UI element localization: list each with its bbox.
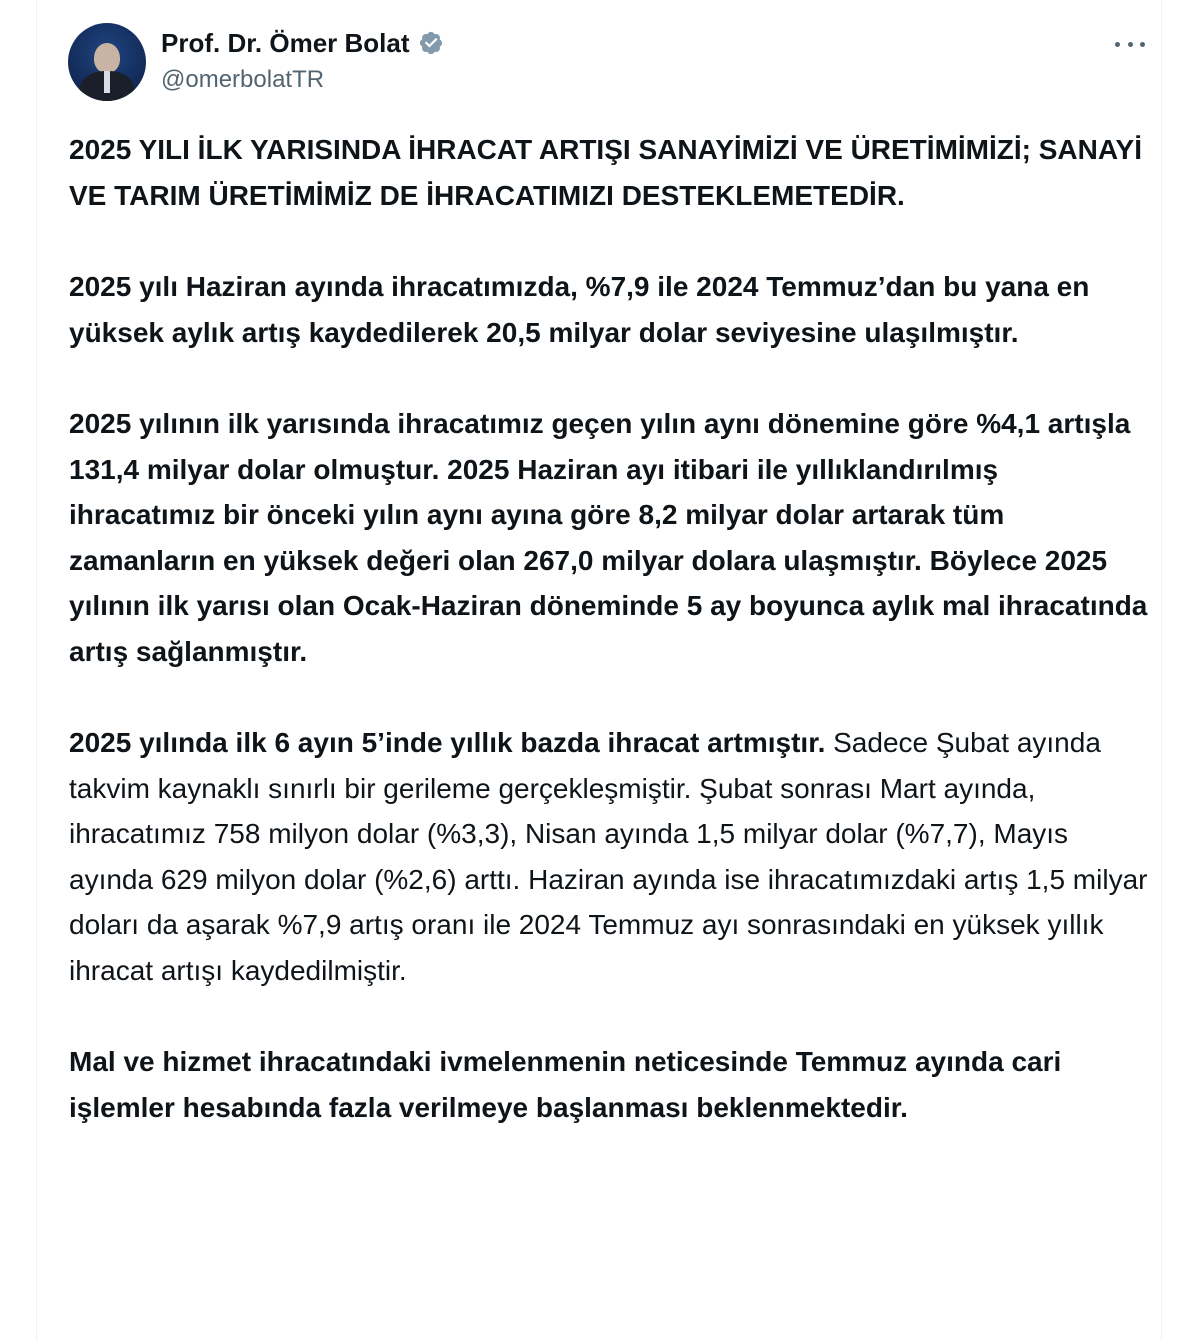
tweet-paragraph-monthly-growth <box>69 720 1149 993</box>
avatar-tie <box>104 71 110 93</box>
avatar[interactable] <box>68 23 146 101</box>
more-dot <box>1128 42 1133 47</box>
more-dot <box>1140 42 1145 47</box>
tweet-text <box>69 127 1149 1176</box>
tweet-paragraph-monthly-growth-detail: Sadece Şubat ayında takvim kaynaklı sınırlı bir gerileme gerçekleşmiştir. Şubat sonrası Mart ayında, ihracatımız 758 milyon dolar (%3,3), Nisan ayında 1,5 milyar dolar (%7,7), Mayıs ayında 629 milyon dolar (%2,6) arttı. Haziran ayında ise ihracatımızdaki artış 1,5 milyar doları da aşarak %7,9 artış oranı ile 2024 Temmuz ayı sonrasındaki en yüksek yıllık ihracat artışı kaydedilmiştir. <box>69 727 1148 986</box>
tweet-paragraph-first-half: 2025 yılının ilk yarısında ihracatımız geçen yılın aynı dönemine göre %4,1 artışla 131,4 milyar dolar olmuştur. 2025 Haziran ayı itibari ile yıllıklandırılmış ihracatımız bir önceki yılın aynı ayına göre 8,2 milyar dolar artarak tüm zamanların en yüksek değeri olan 267,0 milyar dolara ulaşmıştır. Böylece 2025 yılının ilk yarısı olan Ocak-Haziran döneminde 5 ay boyunca aylık mal ihracatında artış sağlanmıştır. <box>69 408 1148 667</box>
more-dot <box>1115 42 1120 47</box>
author-handle[interactable]: @omerbolatTR <box>161 66 325 93</box>
verified-badge-icon <box>418 30 444 56</box>
tweet-paragraph-current-account: Mal ve hizmet ihracatındaki ivmelenmenin neticesinde Temmuz ayında cari işlemler hesabında fazla verilmeye başlanması beklenmektedir. <box>69 1046 1062 1123</box>
tweet-card <box>36 0 1162 1341</box>
tweet-paragraph-june-exports: 2025 yılı Haziran ayında ihracatımızda, %7,9 ile 2024 Temmuz’dan bu yana en yüksek aylık artış kaydedilerek 20,5 milyar dolar seviyesine ulaşılmıştır. <box>69 271 1090 348</box>
tweet-paragraph-headline: 2025 YILI İLK YARISINDA İHRACAT ARTIŞI SANAYİMİZİ VE ÜRETİMİMİZİ; SANAYİ VE TARIM ÜRETİMİMİZ DE İHRACATIMIZI DESTEKLEMETEDİR. <box>69 134 1142 211</box>
tweet-paragraph-monthly-growth-lead: 2025 yılında ilk 6 ayın 5’inde yıllık bazda ihracat artmıştır. <box>69 727 826 758</box>
author-name-row <box>161 26 444 60</box>
author-display-name[interactable]: Prof. Dr. Ömer Bolat <box>161 28 410 58</box>
more-options-icon[interactable] <box>1115 30 1145 58</box>
avatar-face <box>94 43 120 73</box>
